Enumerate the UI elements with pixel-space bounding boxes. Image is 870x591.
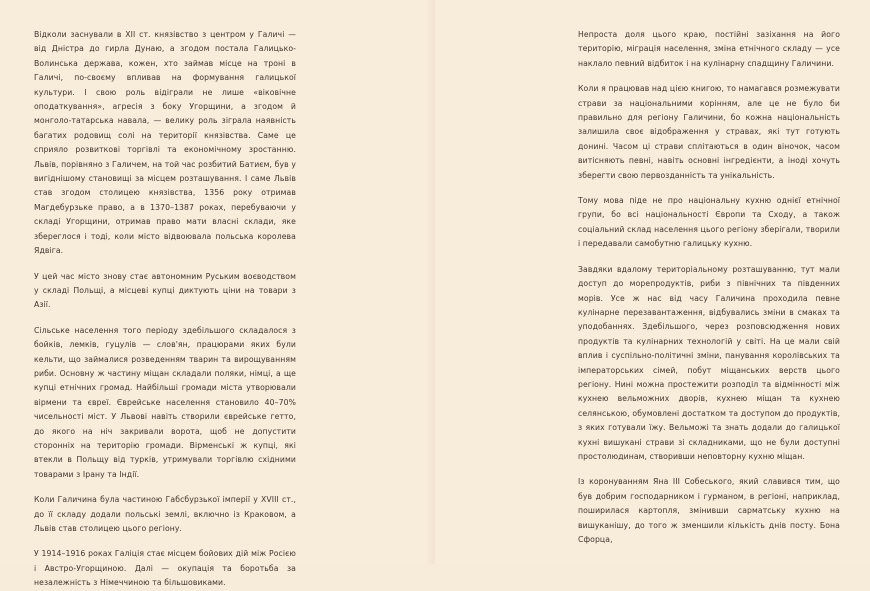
paragraph: Відколи заснували в XII ст. князівство з центром у Галичі — від Дністра до гирла Дунаю, а згодом постала Галицько-Волинська держава, кожен, хто займав місце на троні в Галичі, по-своєму впливав на формування галицької культури. І свою роль відіграли не лише «віковічне оподаткування», агресія з боку Угорщини, а згодом й монголо-татарська навала, — велику роль зіграла наявність багатих родовищ солі на території князівства. Саме це сприяло розвиткові торгівлі та економічному зростанню. Львів, порівняно з Галичем, на той час розбитий Батиєм, був у вигіднішому становищі за місцем розташування. І саме Львів став згодом столицею князівства, 1356 року отримав Магдебурзьке право, а в 1370–1387 роках, перебуваючи у складі Угорщини, отримав право мати власні склади, яке збереглося і тоді, коли місто відвоювала польська королева Ядвіга. xyxy=(34,30,296,256)
left-text-column xyxy=(34,28,296,591)
paragraph: Непроста доля цього краю, постійні зазіхання на його територію, міграція населення, зміна етнічного складу — усе наклало певний відбиток і на кулінарну спадщину Галичини. xyxy=(578,30,840,68)
paragraph: Із коронуванням Яна III Собеського, який славився тим, що був добрим господарником і гурманом, в регіоні, наприклад, поширилася картопля, змінивши сарматську кухню на вишуканішу, до того ж зменшили кількість днів посту. Бона Сфорца, xyxy=(578,477,840,544)
paragraph: Коли Галичина була частиною Габсбурзької імперії у XVIII ст., до її складу додали польські землі, включно із Краковом, а Львів став столицею цього регіону. xyxy=(34,495,296,533)
paragraph: Тому мова піде не про національну кухню однієї етнічної групи, бо всі національності Європи та Сходу, а також соціальний склад населення цього регіону зберігали, творили і передавали самобутню галицьку кухню. xyxy=(578,196,840,249)
left-page xyxy=(0,0,435,588)
paragraph: Завдяки вдалому територіальному розташуванню, тут мали доступ до морепродуктів, риби з північних та південних морів. Усе ж нас від часу Галичина проходила певне кулінарне перезавантаження, відбувались зміни в смаках та уподобаннях. Здебільшого, через розповсюдження нових продуктів та кулінарних технологій у світі. На це мали свій вплив і суспільно-політичні зміни, панування королівських та імператорських сімей, побут міщанських верств цього регіону. Нині можна простежити розподіл та відмінності між кухнею вельможних дворів, кухнею міщан та кухнею селянською, обумовлені достатком та доступом до продуктів, з яких готували їжу. Вельможі та знать додали до галицької кухні вишукані страви зі складниками, що не були доступні простолюдинам, створивши неповторну кухню міщан. xyxy=(578,264,840,461)
paragraph: Коли я працював над цією книгою, то намагався розмежувати страви за національними корінням, але це не було би правильно для регіону Галичини, бо кожна національність залишила своє відображення у стравах, які тут готують донині. Часом ці страви сплітаються в один віночок, часом витісняють певні, навіть основні інгредієнти, а іноді хочуть зберегти свою первозданність та унікальність. xyxy=(578,84,840,180)
paragraph: Сільське населення того періоду здебільшого складалося з бойків, лемків, гуцулів — слов'ян, працюрами яких були кельти, що займалися розведенням тварин та вирощуванням риби. Основну ж частину міщан складали поляки, німці, а ще купці етнічних громад. Найбільші громади міста утворювали вірмени та євреї. Єврейське населення становило 40–70% чисельності міст. У Львові навіть створили єврейське гетто, до якого на ніч закривали ворота, щоб не допустити сторонніх на територію громади. Вірменські ж купці, які втекли в Польщу від турків, утримували торгівлю східними товарами з Ірану та Індії. xyxy=(34,325,296,479)
right-page xyxy=(435,0,870,564)
paragraph: У цей час місто знову стає автономним Руським воєводством у складі Польщі, а місцеві купці диктують ціни на товари з Азії. xyxy=(34,271,296,310)
right-text-column xyxy=(578,28,840,547)
paragraph: У 1914–1916 роках Галіція стає місцем бойових дій між Росією і Австро-Угорщиною. Далі — окупація та боротьба за незалежність з Німеччиною та більшовиками. xyxy=(34,549,296,588)
